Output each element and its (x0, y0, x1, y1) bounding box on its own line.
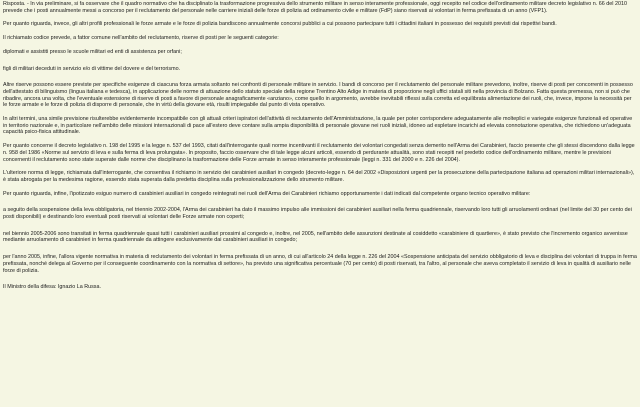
paragraph-altre-riserve: Altre riserve possono essere previste per specifiche esigenze di ciascuna forza armata soltanto nei confronti di personale militare in servizio. I bandi di concorso per il reclutamento del personale militare prevedono, inoltre, riserve di posti per concorrenti in possesso dell'attestato di bilinguismo (lingua italiana e tedesca), in applicazione delle norme di attuazione dello statuto speciale della regione Trentino Alto Adige in materia di proporzione negli uffici statali siti nella provincia di Bolzano. Fatta questa premessa, non si può che ribadire, ancora una volta, che l'eventuale estensione di riserve di posti a favore di personale anagraficamente «anziano», come quello in argomento, avrebbe inevitabili riflessi sulla corretta ed equilibrata alimentazione dei ruoli, che, invece, impone la necessità per le forze armate e le forze di polizia di disporre di personale, che in virtù della giovane età, risulti impiegabile dal punto di vista operativo. (3, 82, 633, 109)
paragraph-altri-termini: In altri termini, una simile previsione risulterebbe evidentemente incompatibile con gli attuali criteri ispiratori dell'attività di reclutamento dell'Amministrazione, la quale per poter corrispondere adeguatamente alle molteplici e variegate esigenze funzionali ed operative in territorio nazionale e, in particolare nell'ambito delle missioni internazionali di pace all'estero deve contare sulla ampia disponibilità di personale giovane nei ruoli iniziali, idoneo ad espletare incarichi ad elevata connotazione operativa, che richiedono un'adeguata capacità psico-fisica attitudinale. (3, 116, 633, 136)
paragraph-decreto-legislativo: Per quanto concerne il decreto legislativo n. 198 del 1995 e la legge n. 537 del 1993, citati dall'interrogante quali norme incentivanti il reclutamento dei volontari congedati senza demerito nell'Arma dei Carabinieri, faccio presente che gli stessi discendono dalla legge n. 958 del 1986 «Norme sul servizio di leva e sulla ferma di leva prolungata». In proposito, faccio osservare che di tale legge alcuni articoli, essendo di perdurante attualità, sono stati recepiti nel predetto codice dell'ordinamento militare, mentre le previsioni concernenti il reclutamento sono state superate dalle norme che disciplinano la trasformazione delle Forze armate in senso interamente professionale (leggi n. 331 del 2000 e n. 226 del 2004). (3, 143, 635, 163)
paragraph-altri-profili: Per quanto riguarda, invece, gli altri profili professionali le forze armate e le forze di polizia bandiscono annualmente concorsi pubblici a cui possono partecipare tutti i cittadini italiani in possesso dei requisiti previsti dai rispettivi bandi. (3, 21, 557, 28)
paragraph-risposta: Risposta. - In via preliminare, si fa osservare che il quadro normativo che ha disciplinato la trasformazione progressiva dello strumento militare in senso interamente professionale, oggi recepito nel codice dell'ordinamento militare decreto legislativo n. 66 del 2010 prevede che i posti annualmente messi a concorso per il reclutamento del personale nelle carriere iniziali delle forze di polizia ad ordinamento civile e militare (FdP) siano riservati ai volontari in ferma prefissata di un anno (VFP1). (3, 1, 627, 14)
paragraph-biennio: nel biennio 2005-2006 sono transitati in ferma quadriennale quasi tutti i carabinieri ausiliari prossimi al congedo e, inoltre, nel 2005, nell'ambito delle assunzioni destinate al cosiddetto «carabiniere di quartiere», è stato previsto che l'incremento organico avvenisse mediante arruolamento di carabinieri in ferma quadriennale da attingere esclusivamente dai carabinieri ausiliari in congedo; (3, 230, 628, 244)
paragraph-esiguo-numero: Per quanto riguarda, infine, l'ipotizzato esiguo numero di carabinieri ausiliari in congedo reintegrati nei ruoli dell'Arma dei Carabinieri richiamo opportunamente i dati indicati dal competente organo tecnico operativo militare: (3, 190, 531, 197)
paragraph-codice-riserve: Il richiamato codice prevede, a fattor comune nell'ambito del reclutamento, riserve di posti per le seguenti categorie: (3, 35, 279, 42)
paragraph-figli-militari: figli di militari deceduti in servizio e/o di vittime del dovere e del terrorismo. (3, 65, 181, 72)
paragraph-ulteriore-norma: L'ulteriore norma di legge, richiamata dall'interrogante, che consentiva il richiamo in servizio dei carabinieri ausiliari in congedo (decreto-legge n. 64 del 2002 «Disposizioni urgenti per la prosecuzione della partecipazione italiana ad operazioni militari internazionali»), è stata abrogata per la medesima ragione, essendo stata superata dalla predetta disciplina sulla professionalizzazione dello strumento militare. (3, 170, 635, 183)
paragraph-triennio: a seguito della sospensione della leva obbligatoria, nel triennio 2002-2004, l'Arma dei carabinieri ha dato il massimo impulso alle immissioni dei carabinieri ausiliari nella ferma quadriennale, riservando loro tutti gli arruolamenti ordinari (nel limite del 30 per cento dei posti disponibili) e destinando loro eventuali posti riservati ai volontari delle Forze armate non coperti; (3, 207, 632, 221)
paragraph-diplomati: diplomati e assistiti presso le scuole militari ed enti di assistenza per orfani; (3, 48, 182, 55)
paragraph-anno-2005: per l'anno 2005, infine, l'allora vigente normativa in materia di reclutamento dei volontari in ferma prefissata di un anno, di cui all'articolo 24 della legge n. 226 del 2004 «Sospensione anticipata del servizio obbligatorio di leva e disciplina dei volontari di truppa in ferma prefissata, nonché delega al Governo per il conseguente coordinamento con la normativa di settore», ha previsto una significativa percentuale (70 per cento) di posti riservati, tra l'altro, al personale che aveva completato il servizio di leva in qualità di ausiliario nelle forze di polizia. (3, 254, 637, 274)
signature: Il Ministro della difesa: Ignazio La Russa. (3, 284, 101, 291)
